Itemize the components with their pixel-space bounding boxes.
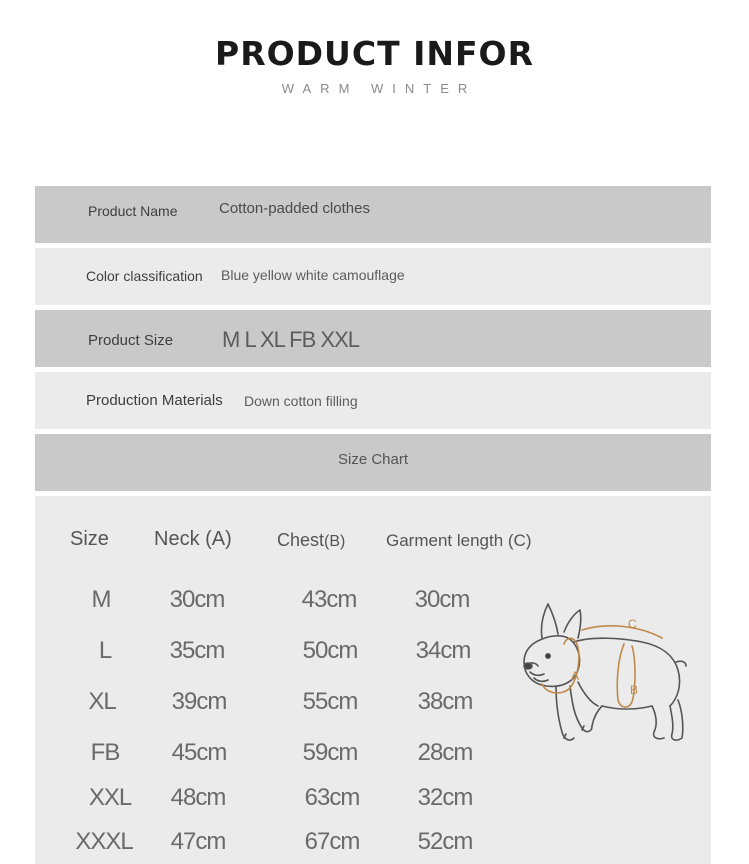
cell-chest: 43cm [301, 586, 357, 613]
header-neck: Neck (A) [154, 528, 232, 550]
header-chest-label: Chest [277, 530, 325, 550]
info-label: Product Size [88, 332, 174, 349]
label-b: B [630, 683, 639, 697]
cell-chest: 55cm [302, 688, 358, 715]
label-a: A [571, 669, 580, 683]
cell-chest: 67cm [304, 828, 360, 855]
cell-length: 38cm [417, 688, 473, 715]
cell-size: XL [88, 688, 116, 715]
info-label: Color classification [86, 268, 203, 284]
info-label: Production Materials [86, 392, 223, 409]
header-length: Garment length (C) [386, 531, 532, 550]
info-value: Down cotton filling [244, 393, 358, 409]
cell-length: 28cm [417, 739, 473, 766]
info-label: Product Name [88, 203, 178, 219]
cell-size: L [98, 637, 112, 664]
header-chest-code: (B) [324, 533, 346, 550]
cell-length: 30cm [414, 586, 470, 613]
info-row-product-name [35, 186, 711, 243]
page-subtitle: WARM WINTER [281, 81, 477, 96]
size-chart-title: Size Chart [35, 434, 711, 491]
header-size: Size [70, 528, 109, 550]
info-value: Cotton-padded clothes [219, 200, 370, 217]
cell-neck: 48cm [170, 784, 226, 811]
cell-chest: 63cm [304, 784, 360, 811]
label-c: C [628, 617, 637, 631]
cell-neck: 39cm [171, 688, 227, 715]
cell-length: 34cm [415, 637, 471, 664]
info-value: Blue yellow white camouflage [221, 267, 405, 283]
cell-length: 32cm [417, 784, 473, 811]
info-row-materials [35, 372, 711, 429]
cell-neck: 47cm [170, 828, 226, 855]
cell-neck: 45cm [171, 739, 227, 766]
page-title: PRODUCT INFOR [215, 34, 534, 73]
info-row-size [35, 310, 711, 367]
info-value: M L XL FB XXL [222, 327, 359, 352]
header-chest [277, 530, 345, 551]
cell-size: M [91, 586, 111, 613]
cell-length: 52cm [417, 828, 473, 855]
cell-neck: 35cm [169, 637, 225, 664]
cell-chest: 50cm [302, 637, 358, 664]
cell-size: XXL [88, 784, 132, 811]
cell-neck: 30cm [169, 586, 225, 613]
chest-measure-line [617, 644, 635, 707]
cell-size: FB [90, 739, 120, 766]
dog-outline [524, 604, 686, 740]
length-measure-line [582, 626, 662, 638]
dog-measurement-illustration [512, 598, 692, 750]
info-row-color [35, 248, 711, 305]
cell-chest: 59cm [302, 739, 358, 766]
cell-size: XXXL [75, 828, 133, 855]
